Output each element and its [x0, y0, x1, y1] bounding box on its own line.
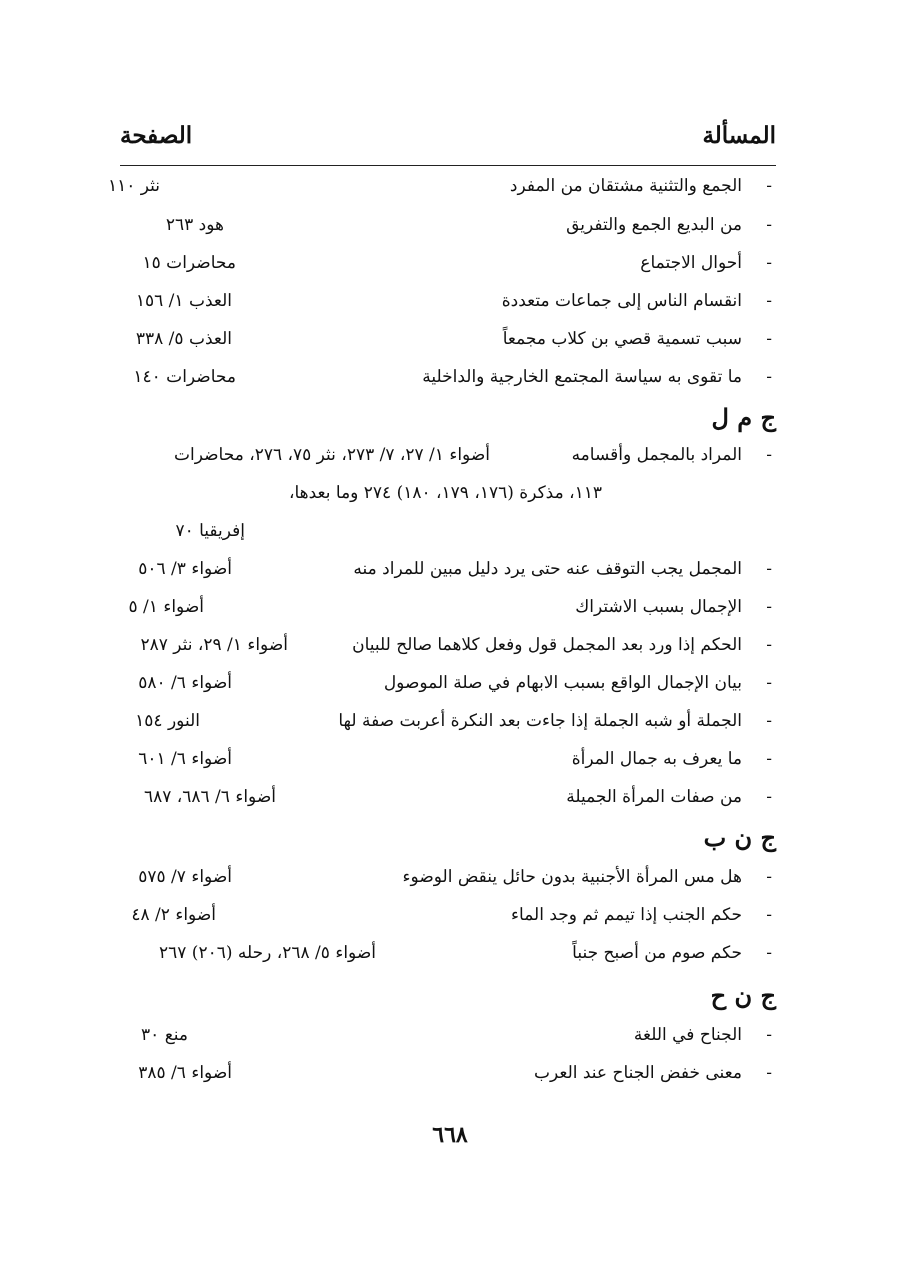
- root-heading-jnh: ج ن ح: [710, 981, 776, 1010]
- entry-dash: -: [766, 943, 772, 963]
- entry-topic: الجملة أو شبه الجملة إذا جاءت بعد النكرة أعربت صفة لها: [338, 711, 742, 731]
- entry-dash: -: [766, 905, 772, 925]
- entry-reference: أضواء ٥/ ٢٦٨، رحله (٢٠٦) ٢٦٧: [159, 943, 376, 963]
- page-number: ٦٦٨: [432, 1122, 468, 1148]
- index-entry: [120, 703, 776, 739]
- entry-dash: -: [766, 215, 772, 235]
- column-header: [120, 122, 776, 160]
- index-entry: [120, 551, 776, 587]
- entry-topic: ما يعرف به جمال المرأة: [571, 749, 742, 769]
- index-entry: [107, 168, 776, 204]
- entry-reference: أضواء ١/ ٢٩، نثر ٢٨٧: [140, 635, 288, 655]
- entry-dash: -: [766, 176, 772, 196]
- index-entry: [120, 779, 776, 815]
- entry-topic: من صفات المرأة الجميلة: [566, 787, 742, 807]
- entry-dash: -: [766, 673, 772, 693]
- entry-reference: أضواء ١/ ٥: [128, 597, 204, 617]
- index-entry: [120, 741, 776, 777]
- entry-reference: أضواء ٦/ ٦٠١: [138, 749, 232, 769]
- entry-topic: الحكم إذا ورد بعد المجمل قول وفعل كلاهما صالح للبيان: [352, 635, 742, 655]
- entry-dash: -: [766, 1025, 772, 1045]
- entry-dash: -: [766, 445, 772, 465]
- index-entry: [120, 1017, 776, 1053]
- entry-topic: أحوال الاجتماع: [640, 253, 742, 273]
- entry-reference: العذب ١/ ١٥٦: [135, 291, 232, 311]
- entry-reference: النور ١٥٤: [135, 711, 200, 731]
- entry-reference: منع ٣٠: [141, 1025, 188, 1045]
- entry-topic: الجناح في اللغة: [633, 1025, 742, 1045]
- entry-reference-continuation: إفريقيا ٧٠: [175, 521, 245, 541]
- entry-reference: محاضرات ١٥: [142, 253, 236, 273]
- entry-topic: سبب تسمية قصي بن كلاب مجمعاً: [502, 329, 742, 349]
- entry-reference: محاضرات ١٤٠: [133, 367, 236, 387]
- index-entry: [120, 859, 776, 895]
- entry-dash: -: [766, 635, 772, 655]
- entry-dash: -: [766, 597, 772, 617]
- entry-topic: المجمل يجب التوقف عنه حتى يرد دليل مبين للمراد منه: [353, 559, 742, 579]
- root-heading-jml: ج م ل: [711, 403, 776, 432]
- entry-topic: بيان الإجمال الواقع بسبب الابهام في صلة الموصول: [383, 673, 742, 693]
- entry-reference: أضواء ٦/ ٦٨٦، ٦٨٧: [143, 787, 276, 807]
- index-entry: [120, 627, 776, 663]
- entry-topic: المراد بالمجمل وأقسامه: [571, 445, 742, 465]
- topic-column-label: المسألة: [702, 122, 776, 149]
- entry-dash: -: [766, 329, 772, 349]
- entry-reference-continuation: ١١٣، مذكرة (١٧٦، ١٧٩، ١٨٠) ٢٧٤ وما بعدها،: [289, 483, 602, 503]
- entry-reference: أضواء ١/ ٢٧، ٧/ ٢٧٣، نثر ٧٥، ٢٧٦، محاضرات: [174, 445, 490, 465]
- index-entry: [120, 589, 776, 625]
- entry-dash: -: [766, 291, 772, 311]
- entry-dash: -: [766, 867, 772, 887]
- entry-reference: العذب ٥/ ٣٣٨: [135, 329, 232, 349]
- index-entry: [120, 283, 776, 319]
- index-entry: [120, 437, 776, 473]
- entry-dash: -: [766, 787, 772, 807]
- root-heading-jnb: ج ن ب: [703, 823, 776, 852]
- entry-topic: الجمع والتثنية مشتقان من المفرد: [509, 176, 742, 196]
- entry-topic: ما تقوى به سياسة المجتمع الخارجية والداخلية: [422, 367, 742, 387]
- entry-dash: -: [766, 711, 772, 731]
- index-entry: [120, 207, 776, 243]
- entry-dash: -: [766, 1063, 772, 1083]
- entry-reference: أضواء ٣/ ٥٠٦: [138, 559, 232, 579]
- entry-topic: حكم الجنب إذا تيمم ثم وجد الماء: [511, 905, 742, 925]
- index-entry: [120, 1055, 776, 1091]
- entry-dash: -: [766, 749, 772, 769]
- index-entry: [120, 935, 776, 971]
- entry-reference: أضواء ٢/ ٤٨: [131, 905, 216, 925]
- entry-reference: أضواء ٧/ ٥٧٥: [138, 867, 232, 887]
- entry-topic: معنى خفض الجناح عند العرب: [533, 1063, 742, 1083]
- entry-reference: هود ٢٦٣: [165, 215, 224, 235]
- index-entry: [120, 359, 776, 395]
- entry-reference: أضواء ٦/ ٣٨٥: [138, 1063, 232, 1083]
- entry-topic: من البديع الجمع والتفريق: [566, 215, 742, 235]
- entry-topic: الإجمال بسبب الاشتراك: [575, 597, 742, 617]
- entry-dash: -: [766, 253, 772, 273]
- index-entry: [120, 321, 776, 357]
- entry-topic: حكم صوم من أصبح جنباً: [572, 943, 742, 963]
- header-rule: [120, 165, 776, 166]
- entry-reference: نثر ١١٠: [107, 176, 160, 196]
- index-entry: [120, 897, 776, 933]
- entry-topic: هل مس المرأة الأجنبية بدون حائل ينقض الوضوء: [402, 867, 742, 887]
- page-column-label: الصفحة: [120, 122, 193, 149]
- entry-topic: انقسام الناس إلى جماعات متعددة: [501, 291, 742, 311]
- index-entry: [120, 665, 776, 701]
- entry-reference: أضواء ٦/ ٥٨٠: [138, 673, 232, 693]
- entry-dash: -: [766, 367, 772, 387]
- entry-dash: -: [766, 559, 772, 579]
- index-entry: [120, 245, 776, 281]
